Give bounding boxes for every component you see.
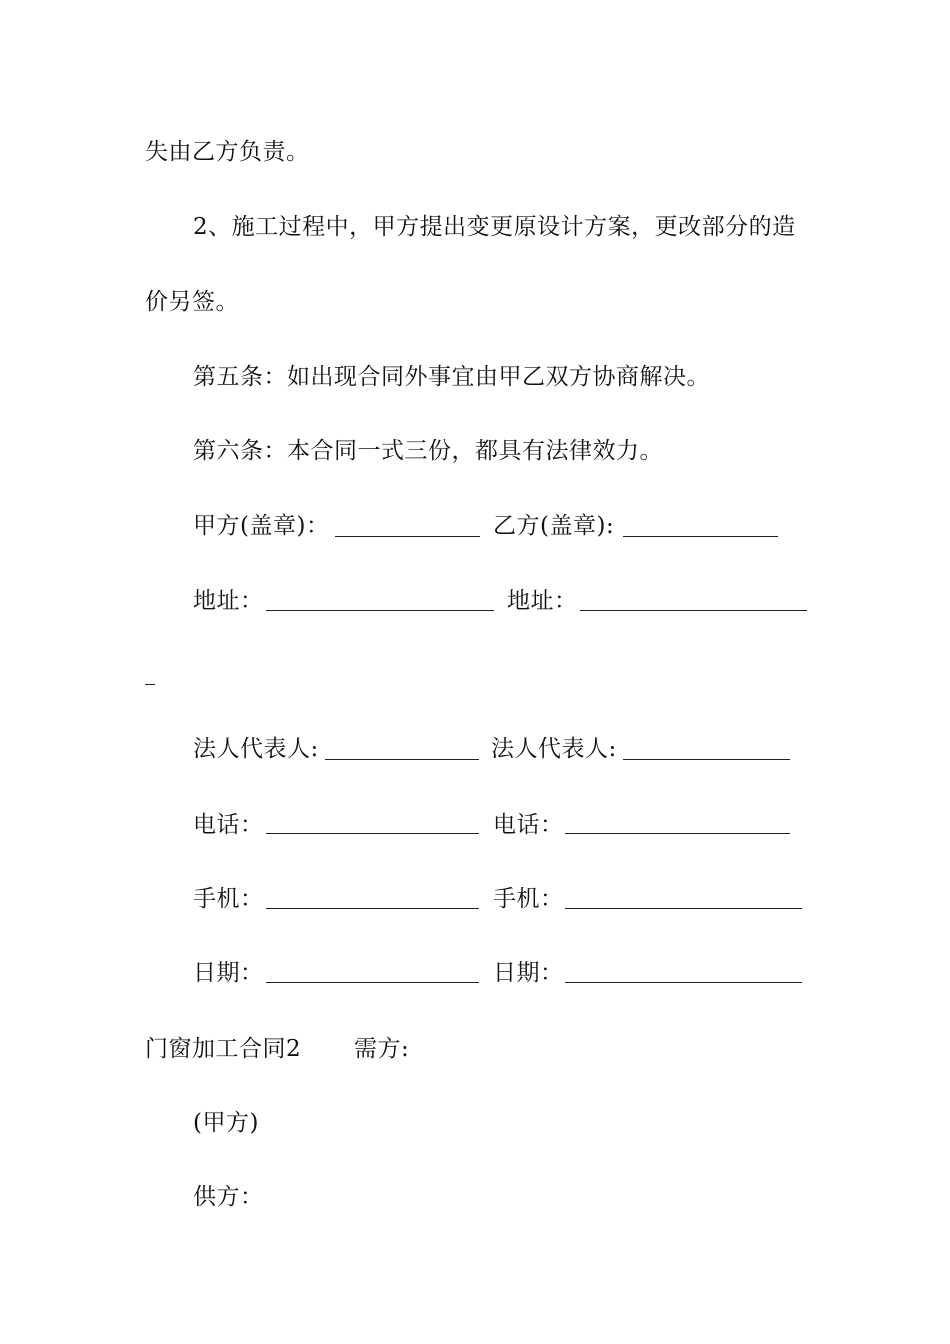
paragraph-line: 2、施工过程中，甲方提出变更原设计方案，更改部分的造: [193, 214, 796, 240]
contract-2-title: 门窗加工合同2: [145, 1036, 302, 1062]
date-b-blank: [565, 982, 802, 983]
legal-rep-b-label: 法人代表人:: [491, 736, 617, 762]
date-a-label: 日期：: [193, 960, 264, 986]
mobile-a-label: 手机：: [193, 886, 264, 912]
party-a-seal-label: 甲方(盖章)：: [193, 513, 330, 539]
phone-b-label: 电话：: [493, 812, 564, 838]
phone-a-blank: [266, 833, 479, 834]
legal-rep-b-blank: [623, 759, 790, 760]
paragraph-line: 失由乙方负责。: [145, 139, 310, 165]
address-b-label: 地址：: [507, 588, 578, 614]
paragraph-line: 价另签。: [145, 289, 239, 315]
address-b-blank-wrap: [145, 684, 155, 685]
party-b-seal-blank: [623, 536, 778, 537]
mobile-b-label: 手机：: [493, 886, 564, 912]
mobile-b-blank: [565, 908, 802, 909]
date-a-blank: [266, 982, 479, 983]
supplier-label: 供方：: [193, 1184, 264, 1210]
phone-b-blank: [565, 833, 790, 834]
date-b-label: 日期：: [493, 960, 564, 986]
mobile-a-blank: [266, 908, 479, 909]
address-b-blank: [580, 610, 807, 611]
legal-rep-a-blank: [325, 759, 479, 760]
address-a-label: 地址：: [193, 588, 264, 614]
article-six: 第六条：本合同一式三份，都具有法律效力。: [193, 438, 663, 464]
party-a-paren: (甲方): [193, 1110, 259, 1136]
party-b-seal-label: 乙方(盖章):: [493, 513, 615, 539]
phone-a-label: 电话：: [193, 812, 264, 838]
buyer-label: 需方:: [354, 1036, 410, 1062]
address-a-blank: [266, 610, 494, 611]
legal-rep-a-label: 法人代表人:: [193, 736, 319, 762]
party-a-seal-blank: [335, 536, 480, 537]
article-five: 第五条：如出现合同外事宜由甲乙双方协商解决。: [193, 364, 710, 390]
